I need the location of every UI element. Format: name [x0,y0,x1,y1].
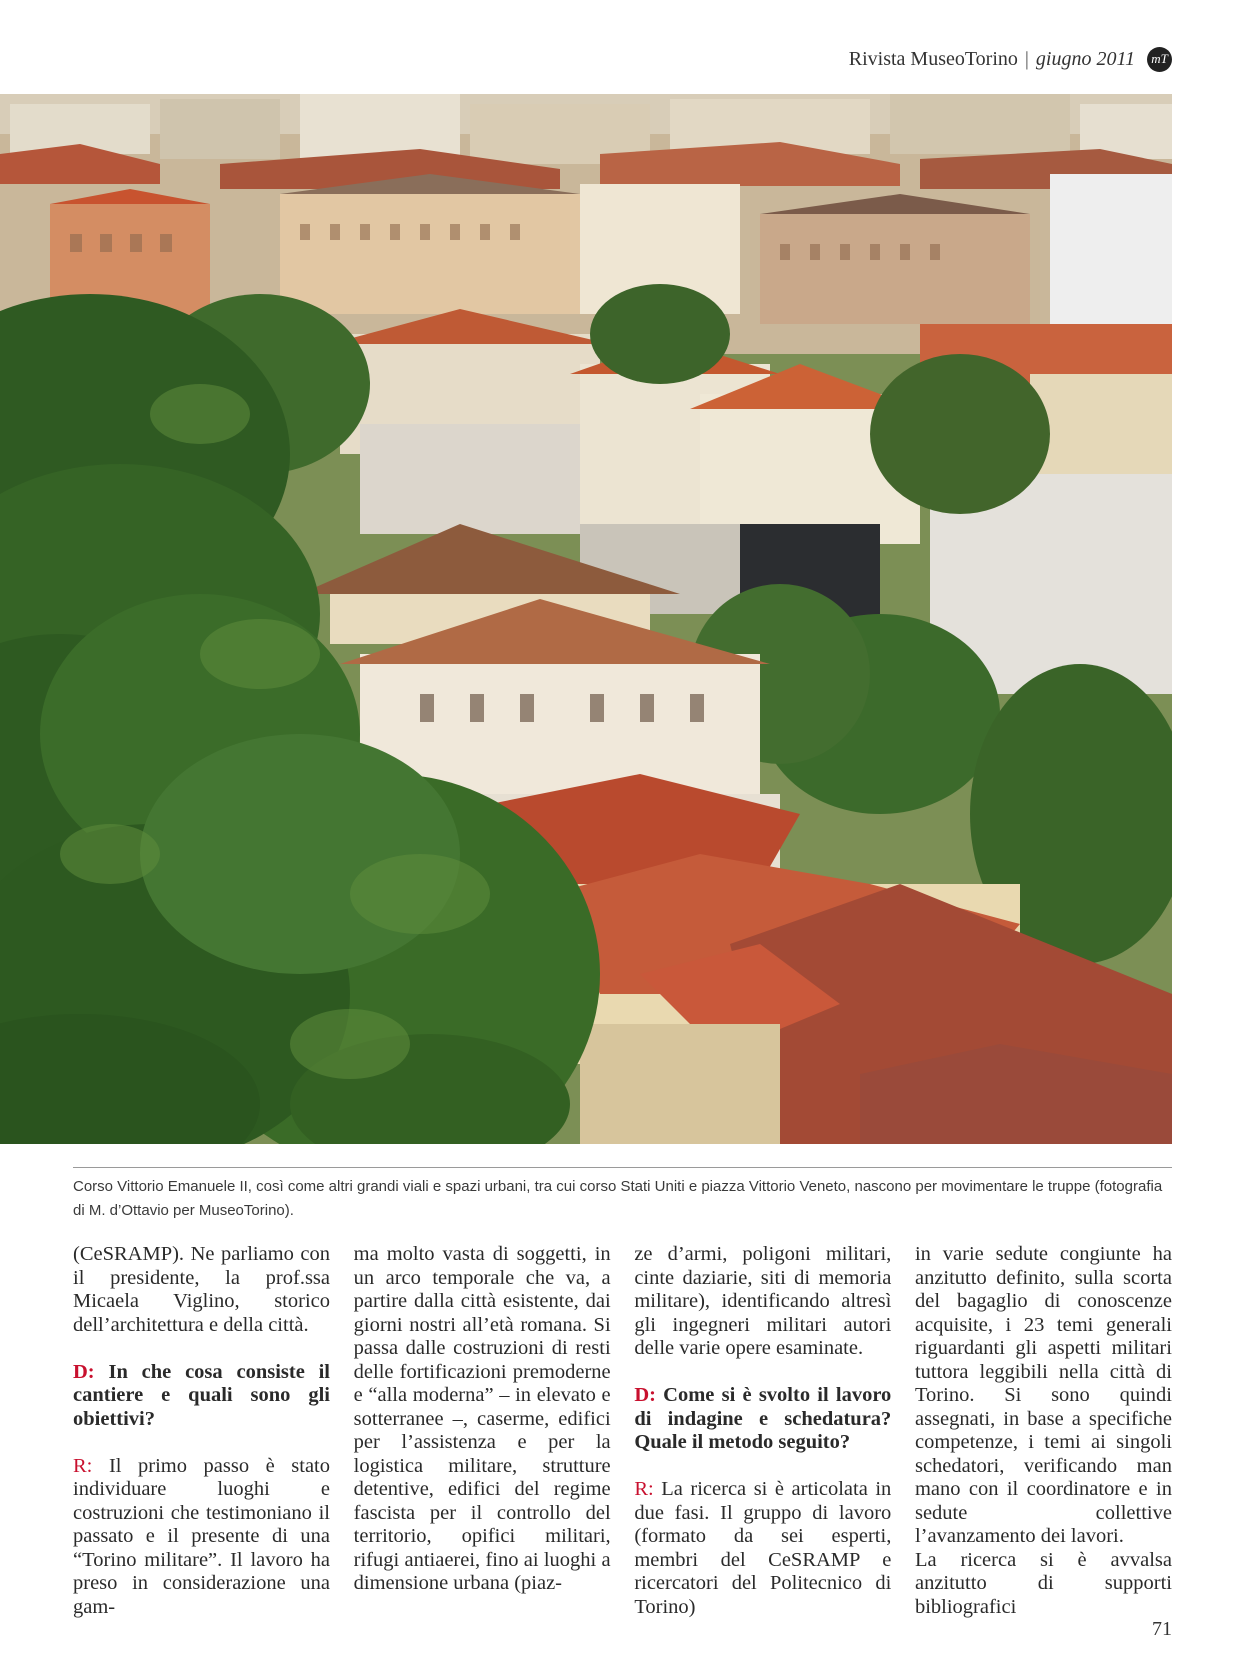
question-1 [73,1361,330,1432]
paragraph: (CeSRAMP). Ne parliamo con il presidente, la prof.ssa Micaela Viglino, storico dell’architettura e della città. [73,1243,330,1336]
article-body [73,1243,1172,1618]
running-header [849,44,1172,74]
answer-marker: R: [634,1478,654,1500]
question-marker: D: [634,1384,656,1406]
answer-2 [634,1478,891,1619]
text-column-3 [634,1243,892,1618]
text-column-2 [354,1243,611,1603]
text-column-1 [73,1243,331,1618]
issue-date: giugno 2011 [1035,47,1135,70]
city-aerial-photo [0,94,1172,1144]
museotorino-logo: mT [1147,47,1172,72]
paragraph: ze d’armi, poligoni militari, cinte daziarie, siti di memoria militare), identificando altresì gli ingegneri militari autori delle varie opere esaminate. [634,1243,892,1359]
header-separator: | [1024,47,1029,70]
answer-text: Il primo passo è stato individuare luoghi e costruzioni che testimoniano il passato e il presente di una “Torino militare”. Il lavoro ha preso in considerazione una gam- [73,1454,330,1618]
photo-caption: Corso Vittorio Emanuele II, così come altri grandi viali e spazi urbani, tra cui corso Stati Uniti e piazza Vittorio Veneto, nascono per movimentare le truppe (fotografia di M. d’Ottavio per MuseoTorino). [73,1178,1163,1219]
text-column-4 [914,1243,1172,1618]
question-text: In che cosa consiste il cantiere e quali sono gli obiettivi? [73,1360,331,1430]
question-marker: D: [73,1360,95,1383]
page-number: 71 [1152,1618,1172,1640]
answer-1 [73,1455,330,1620]
magazine-title: Rivista MuseoTorino [848,47,1018,70]
caption-rule [73,1167,1172,1168]
paragraph: in varie sedute congiunte ha anzitutto definito, sulla scorta del bagaglio di conoscenze acquisite, i 23 temi generali riguardanti gli aspetti militari tuttora leggibili nella città di Torino. Si sono quindi assegnati, in base a specifiche competenze, i temi ai singoli schedatori, verificando man mano con il coordinatore e in sedute collettive l’avanzamento dei lavori. [914,1243,1172,1547]
question-text: Come si è svolto il lavoro di indagine e schedatura? Quale il metodo seguito? [634,1384,892,1453]
paragraph: La ricerca si è avvalsa anzitutto di supporti bibliografici [914,1548,1172,1618]
answer-text: La ricerca si è articolata in due fasi. Il gruppo di lavoro (formato da sei esperti, membri del CeSRAMP e ricercatori del Politecnico di Torino) [634,1478,892,1618]
paragraph: ma molto vasta di soggetti, in un arco temporale che va, a partire dalla città esistente, dai giorni nostri all’età romana. Si passa dalle costruzioni di resti delle fortificazioni premoderne e “alla moderna” – in elevato e sotterranee –, caserme, edifici per l’assistenza e per la logistica militare, strutture detentive, edifici del regime fascista per il controllo del territorio, opifici militari, rifugi antiaerei, fino ai luoghi a dimensione urbana (piaz- [353,1243,611,1594]
answer-marker: R: [73,1454,93,1477]
question-2 [634,1384,891,1455]
